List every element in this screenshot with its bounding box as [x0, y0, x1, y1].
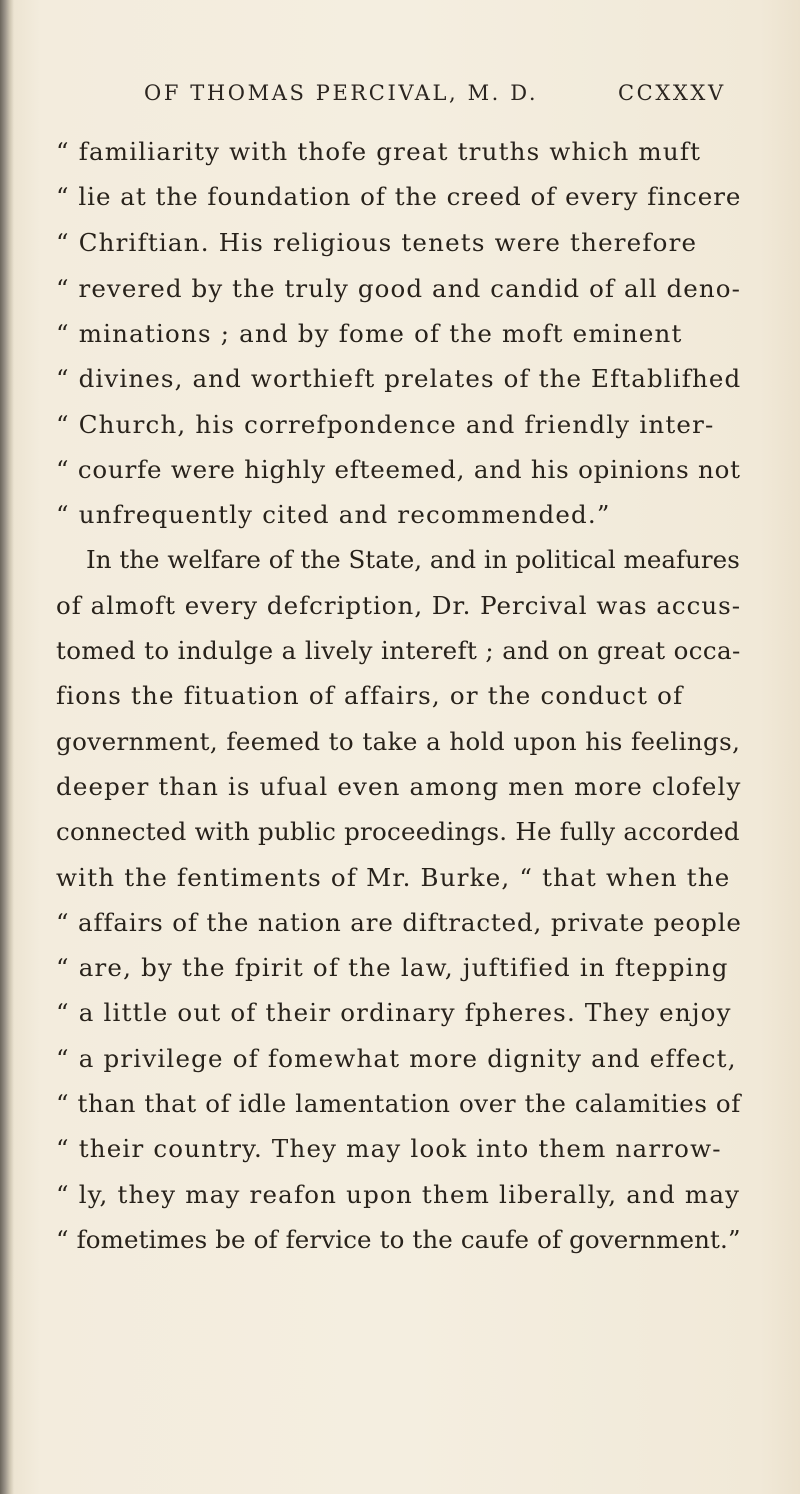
- text-line: “ Chriftian. His religious tenets were therefore: [56, 228, 698, 257]
- page-binding-edge: [0, 0, 14, 1494]
- text-line: “ courfe were highly efteemed, and his opinions not: [56, 455, 741, 484]
- running-head-title: OF THOMAS PERCIVAL, M. D.: [144, 81, 539, 105]
- text-line: “ revered by the truly good and candid of all deno-: [56, 274, 741, 303]
- text-line: “ unfrequently cited and recommended.”: [56, 500, 611, 529]
- text-line: connected with public proceedings. He fully accorded: [56, 817, 740, 846]
- text-line: “ fometimes be of fervice to the caufe of government.”: [56, 1225, 741, 1254]
- text-line: “ are, by the fpirit of the law, juftified in ftepping: [56, 953, 729, 982]
- text-line: “ Church, his correfpondence and friendly inter-: [56, 410, 715, 439]
- page-number: CCXXXV: [618, 81, 726, 105]
- text-line: “ lie at the foundation of the creed of every fincere: [56, 182, 742, 211]
- text-line: fions the fituation of affairs, or the conduct of: [56, 681, 684, 710]
- text-line: “ their country. They may look into them narrow-: [56, 1134, 722, 1163]
- text-line: of almoft every defcription, Dr. Percival was accus-: [56, 591, 741, 620]
- text-line: “ minations ; and by fome of the moft eminent: [56, 319, 683, 348]
- text-line: “ affairs of the nation are diftracted, private people: [56, 908, 742, 937]
- text-line: “ divines, and worthieft prelates of the Eftablifhed: [56, 364, 742, 393]
- text-line: “ than that of idle lamentation over the calamities of: [56, 1089, 741, 1118]
- text-line: In the welfare of the State, and in political meafures: [86, 545, 740, 574]
- text-line: “ ly, they may reafon upon them liberally, and may: [56, 1180, 741, 1209]
- text-line: “ familiarity with thofe great truths which muft: [56, 137, 702, 166]
- text-line: with the fentiments of Mr. Burke, “ that when the: [56, 863, 731, 892]
- text-line: “ a little out of their ordinary fpheres. They enjoy: [56, 998, 732, 1027]
- running-head: [144, 81, 744, 105]
- text-line: tomed to indulge a lively intereft ; and on great occa-: [56, 636, 741, 665]
- text-line: deeper than is ufual even among men more clofely: [56, 772, 742, 801]
- text-line: “ a privilege of fomewhat more dignity and effect,: [56, 1044, 737, 1073]
- text-line: government, feemed to take a hold upon his feelings,: [56, 727, 741, 756]
